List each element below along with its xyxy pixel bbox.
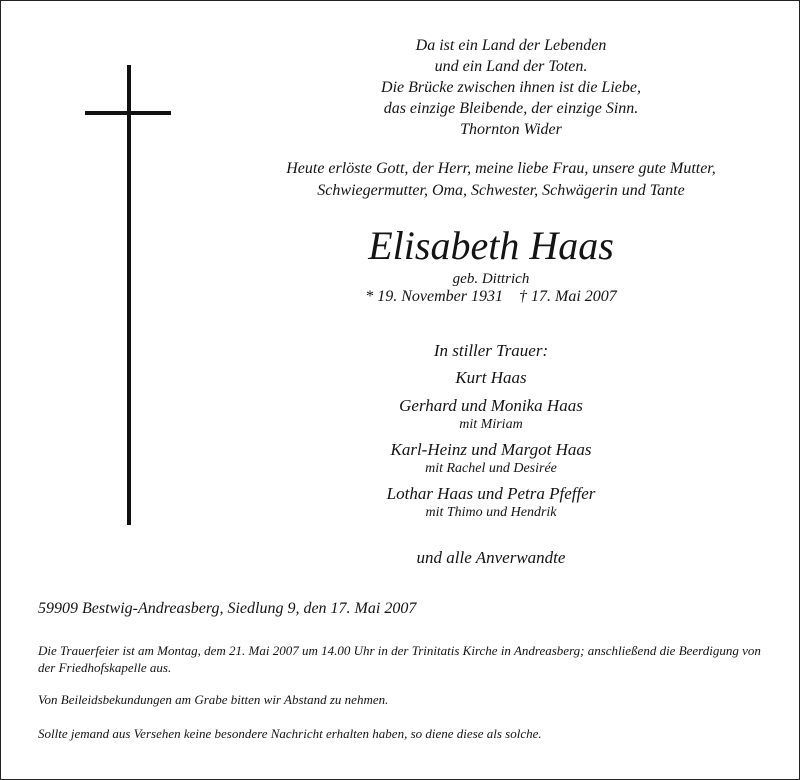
poem-author: Thornton Wider <box>460 121 562 138</box>
cross-icon-crossbar <box>85 111 171 115</box>
mourner-with: mit Rachel und Desirée <box>425 461 557 476</box>
mourner-name: Gerhard und Monika Haas <box>399 396 583 415</box>
deceased-name: Elisabeth Haas <box>368 223 614 268</box>
mourners-list <box>291 367 691 527</box>
announcement-intro <box>211 158 791 202</box>
mourner-entry <box>291 439 691 477</box>
mourners-closing: und alle Anverwandte <box>416 548 566 567</box>
condolence-note: Von Beileidsbekundungen am Grabe bitten wir Abstand zu nehmen. <box>38 692 389 707</box>
funeral-service-note: Die Trauerfeier ist am Montag, dem 21. Mai 2007 um 14.00 Uhr in der Trinitatis Kirche in Andreasberg; anschließend die Beerdigung von der Friedhofskapelle aus. <box>38 643 761 675</box>
mourner-with: mit Miriam <box>459 417 523 432</box>
poem-quote <box>301 35 721 140</box>
poem-line: Die Brücke zwischen ihnen ist die Liebe, <box>381 79 641 96</box>
funeral-notes <box>38 642 778 742</box>
poem-line: das einzige Bleibende, der einzige Sinn. <box>383 100 639 117</box>
maiden-name: geb. Dittrich <box>452 271 530 287</box>
life-dates: * 19. November 1931 † 17. Mai 2007 <box>365 288 617 305</box>
mourner-name: Lothar Haas und Petra Pfeffer <box>386 484 596 503</box>
poem-line: Da ist ein Land der Lebenden <box>415 37 607 54</box>
mourner-entry <box>291 483 691 521</box>
mourner-name: Karl-Heinz und Margot Haas <box>390 440 592 459</box>
poem-line: und ein Land der Toten. <box>434 58 588 75</box>
mourner-entry <box>291 395 691 433</box>
place-and-date: 59909 Bestwig-Andreasberg, Siedlung 9, den 17. Mai 2007 <box>38 600 417 617</box>
mourner-entry <box>291 367 691 389</box>
mourner-name: Kurt Haas <box>455 368 527 387</box>
notification-note: Sollte jemand aus Versehen keine besondere Nachricht erhalten haben, so diene diese als solche. <box>38 726 542 741</box>
mourning-heading: In stiller Trauer: <box>433 341 549 360</box>
intro-line: Schwiegermutter, Oma, Schwester, Schwägerin und Tante <box>317 182 685 199</box>
cross-icon <box>127 65 131 525</box>
intro-line: Heute erlöste Gott, der Herr, meine liebe Frau, unsere gute Mutter, <box>286 160 716 177</box>
mourner-with: mit Thimo und Hendrik <box>425 505 557 520</box>
